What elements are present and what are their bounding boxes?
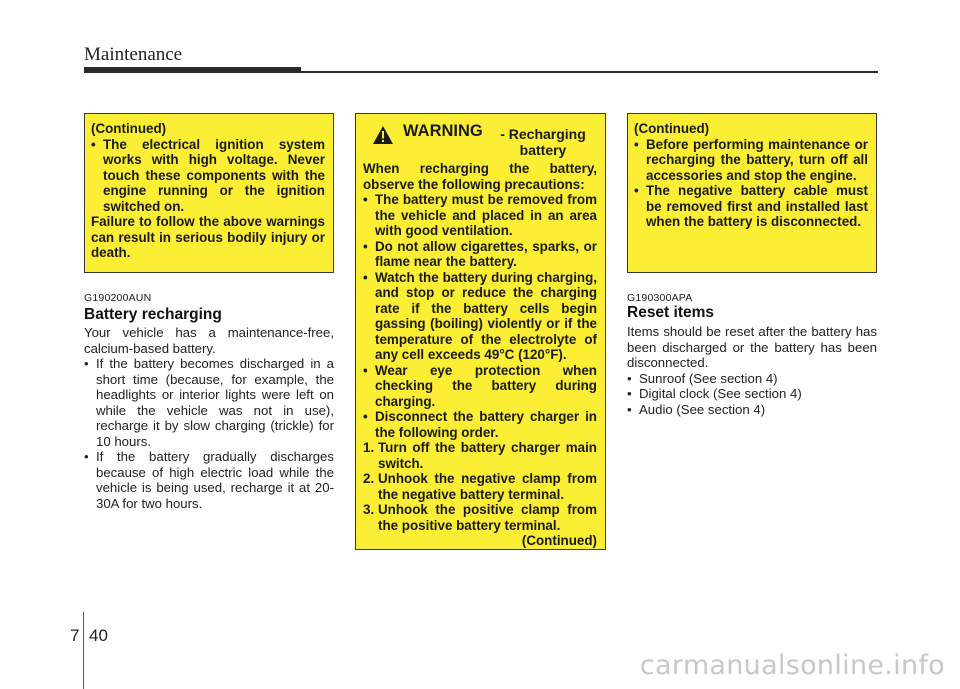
continued-label: (Continued): [521, 533, 597, 548]
list-item: • If the battery gradually discharges because of high electric load while the vehicle is being used, recharge it at 20-30A for two hours.: [84, 449, 334, 511]
warning-item: • The battery must be removed from the vehicle and placed in an area with good ventilation.: [363, 192, 597, 239]
chapter-number: 7: [70, 626, 80, 645]
caution-closing-text: Failure to follow the above warnings can result in serious bodily injury or death.: [91, 214, 325, 260]
bullet-list: [84, 356, 334, 511]
step-item: 2. Unhook the negative clamp from the negative battery terminal.: [363, 471, 597, 502]
bullet-list: [627, 371, 877, 418]
list-item: • Sunroof (See section 4): [627, 371, 877, 387]
caution-list: [91, 137, 325, 215]
section-title: Maintenance: [84, 44, 183, 65]
warning-triangle-icon: [372, 125, 394, 149]
warning-item: • Do not allow cigarettes, sparks, or flame near the battery.: [363, 239, 597, 270]
footer-divider: [83, 612, 84, 689]
intro-paragraph: Your vehicle has a maintenance-free, calcium-based battery.: [84, 325, 334, 356]
continued-label: (Continued): [91, 121, 167, 136]
warning-intro: When recharging the battery, observe the following precautions:: [363, 161, 597, 192]
battery-recharging-body: [84, 325, 334, 511]
step-item: 1. Turn off the battery charger main switch.: [363, 440, 597, 471]
warning-bullet-list: [363, 192, 597, 440]
warning-item: • Watch the battery during charging, and stop or reduce the charging rate if the battery cells begin gassing (boiling) violently or if the temperature of the electrolyte of any cell exceeds 49°C (120°F).: [363, 270, 597, 363]
caution-list: [634, 137, 868, 230]
caution-item: • The negative battery cable must be removed first and installed last when the battery is disconnected.: [634, 183, 868, 230]
disconnect-steps: [363, 440, 597, 533]
caution-box-continued-right: [627, 113, 877, 273]
step-item: 3. Unhook the positive clamp from the positive battery terminal.: [363, 502, 597, 533]
section-heading: Reset items: [627, 304, 715, 321]
list-item: • Digital clock (See section 4): [627, 386, 877, 402]
watermark: carmanualsonline.info: [639, 650, 945, 681]
reset-items-body: [627, 324, 877, 417]
list-item: • If the battery becomes discharged in a short time (because, for example, the headlights or interior lights were left on while the vehicle was not in use), recharge it by slow charging (trickle) for 10 hours.: [84, 356, 334, 449]
warning-label: WARNING: [403, 122, 483, 140]
section-code: G190300APA: [627, 292, 693, 304]
continued-label: (Continued): [634, 121, 710, 136]
caution-item: • Before performing maintenance or recharging the battery, turn off all accessories and stop the engine.: [634, 137, 868, 184]
page-number: 40: [89, 626, 108, 645]
list-item: • Audio (See section 4): [627, 402, 877, 418]
warning-subtitle: - Recharging battery: [500, 126, 586, 158]
intro-paragraph: Items should be reset after the battery has been discharged or the battery has been disconnected.: [627, 324, 877, 370]
header-rule: [84, 71, 878, 73]
caution-box-continued-left: [84, 113, 334, 273]
warning-header: [363, 122, 597, 158]
section-heading: Battery recharging: [84, 306, 222, 323]
caution-item: • The electrical ignition system works with high voltage. Never touch these components with the engine running or the ignition switched on.: [91, 137, 325, 215]
section-code: G190200AUN: [84, 292, 152, 304]
warning-item: • Disconnect the battery charger in the following order.: [363, 409, 597, 440]
warning-item: • Wear eye protection when checking the battery during charging.: [363, 363, 597, 410]
warning-box: [355, 113, 606, 550]
